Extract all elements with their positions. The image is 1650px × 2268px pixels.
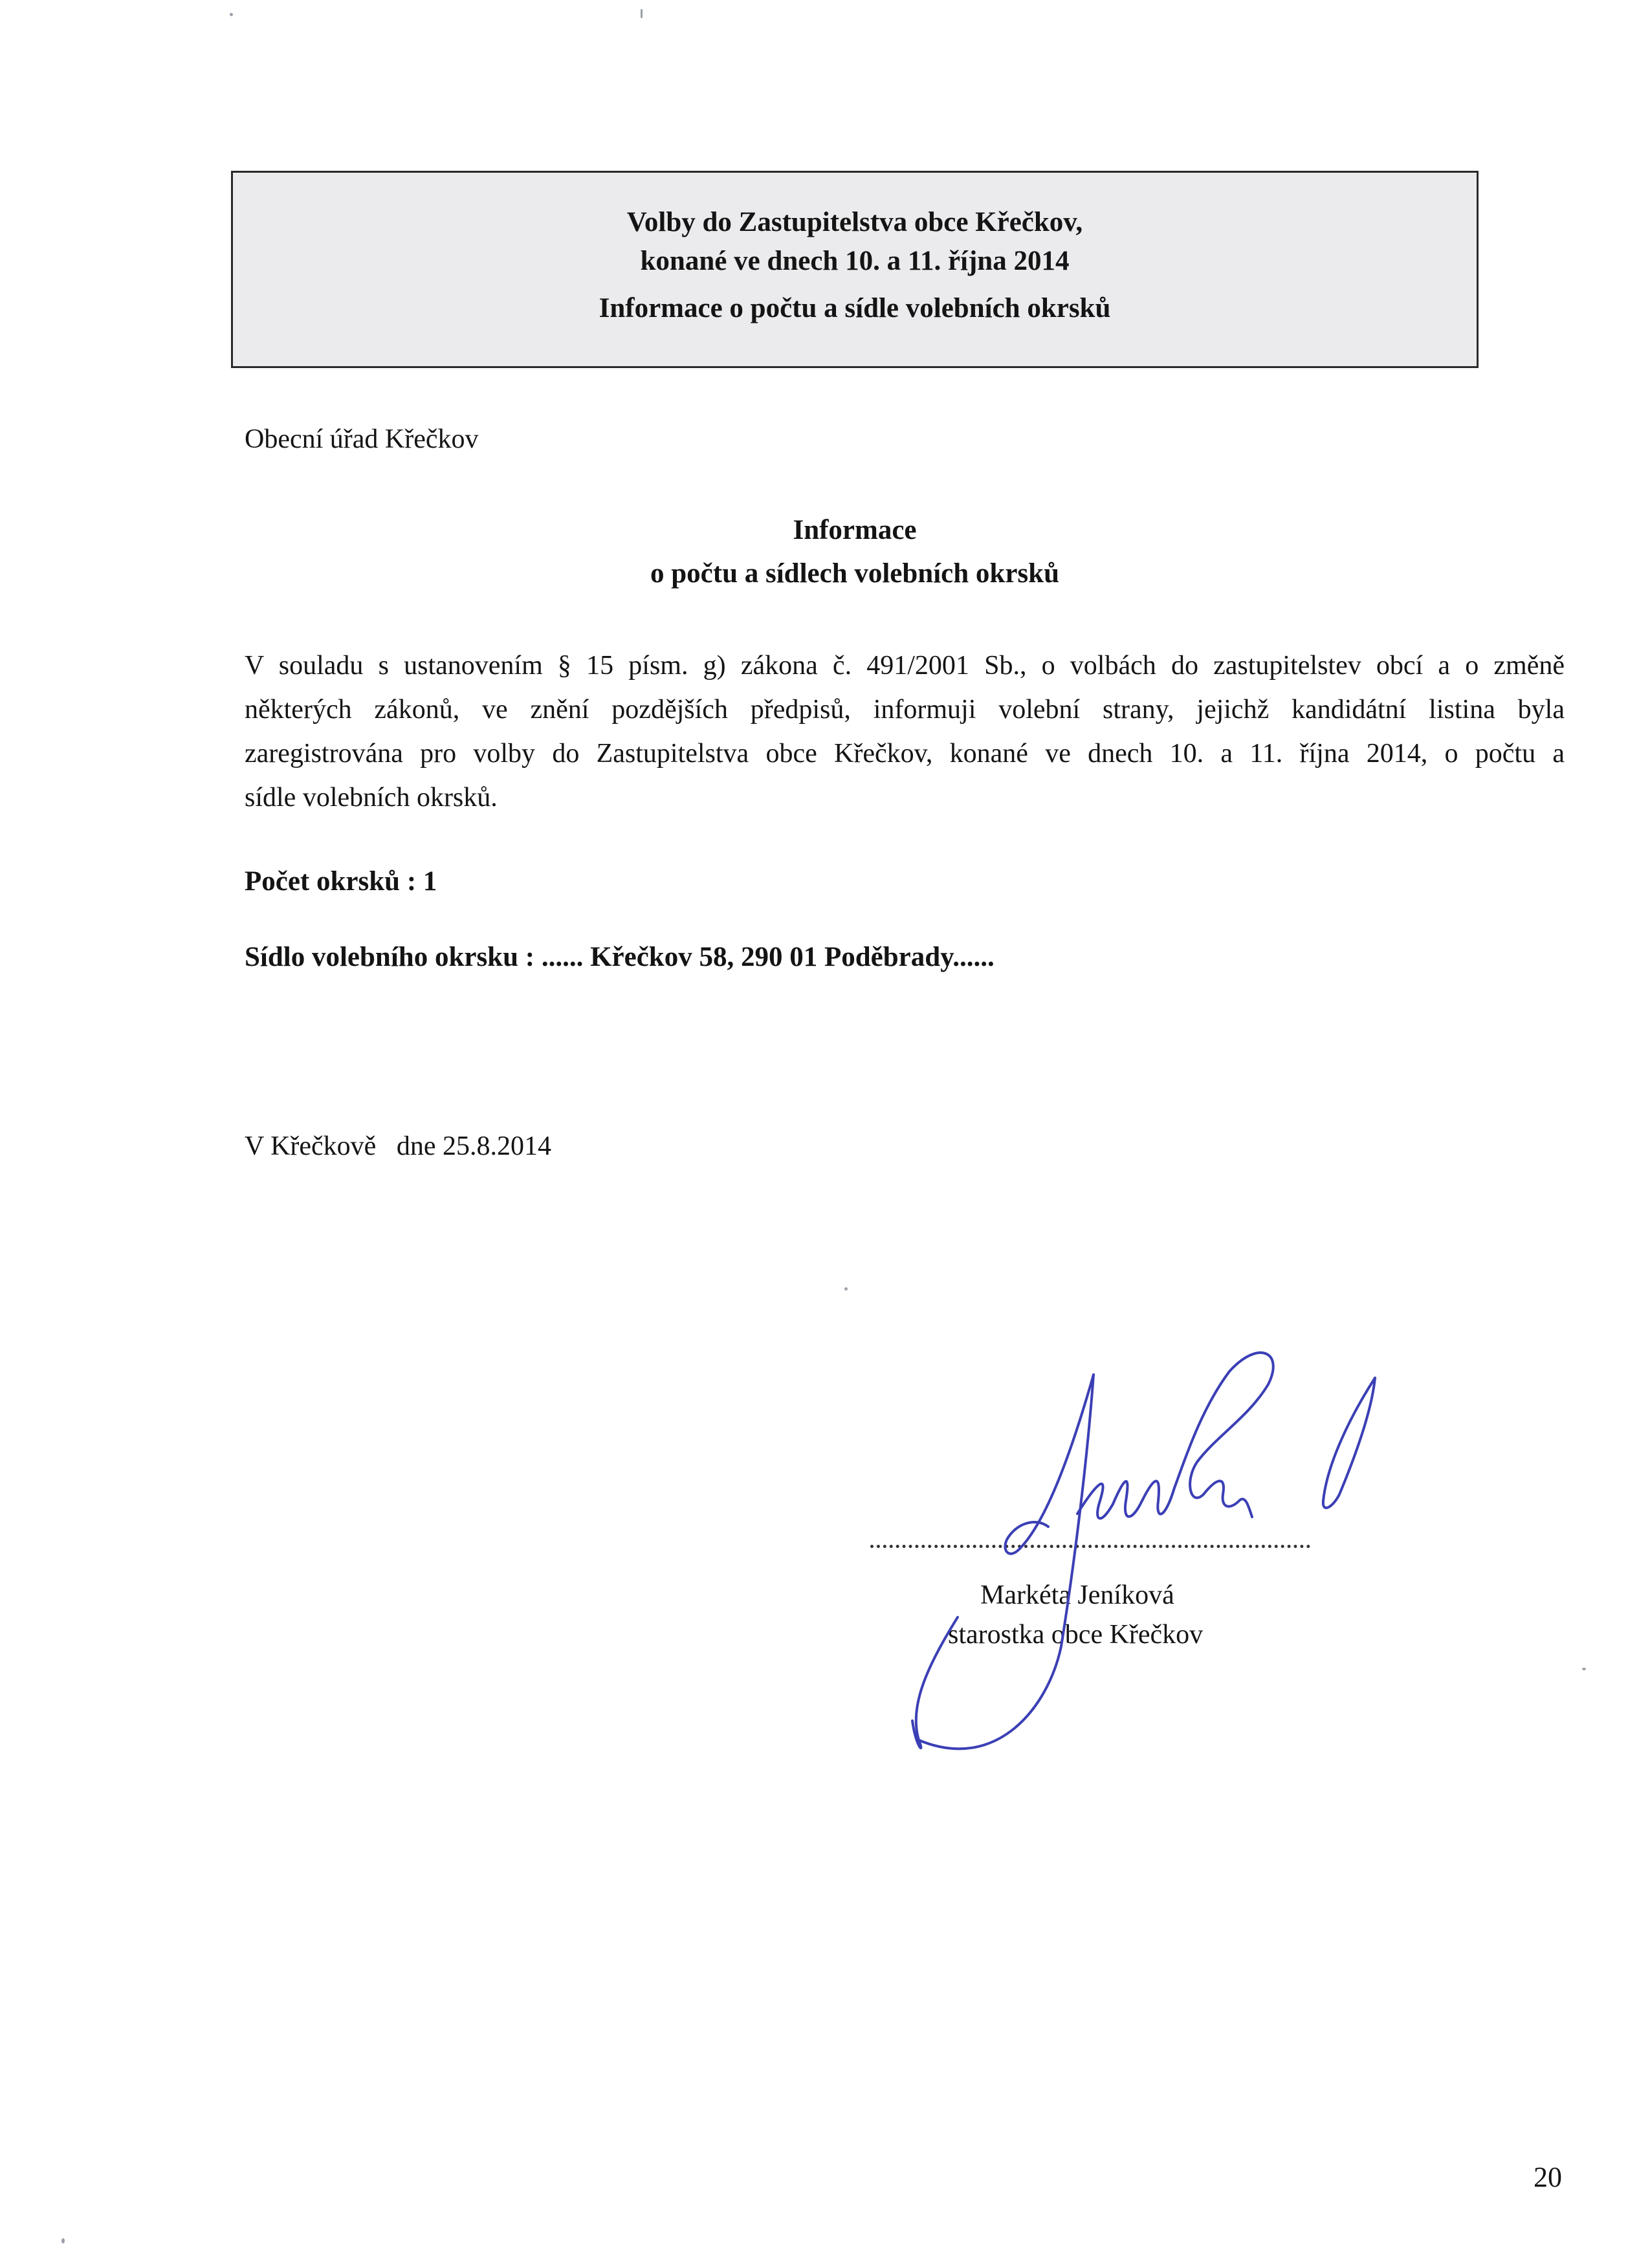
district-count-label: Počet okrsků : [245, 866, 417, 897]
document-subtitle: o počtu a sídlech volebních okrsků [650, 558, 1059, 589]
scan-speck [61, 2238, 65, 2243]
page-number: 20 [1534, 2161, 1562, 2193]
district-seat-label: Sídlo volebního okrsku : [245, 942, 535, 972]
paragraph-line-4: sídle volebních okrsků. [245, 783, 498, 812]
district-seat-value: ...... Křečkov 58, 290 01 Poděbrady...... [541, 942, 995, 972]
scan-speck [230, 13, 233, 16]
district-count [245, 866, 437, 897]
office-name: Obecní úřad Křečkov [245, 424, 479, 454]
paragraph-line-3: zaregistrována pro volby do Zastupitelstva obce Křečkov, konané ve dnech 10. a 11. října 2014, o počtu a [245, 739, 1565, 769]
district-seat [245, 941, 995, 973]
header-title-line-1: Volby do Zastupitelstva obce Křečkov, [626, 207, 1083, 237]
body-paragraph [245, 644, 1565, 820]
signatory-role: starostka obce Křečkov [948, 1620, 1204, 1650]
scan-speck [1582, 1668, 1586, 1670]
paragraph-line-1: V souladu s ustanovením § 15 písm. g) zákona č. 491/2001 Sb., o volbách do zastupitelstev obcí a o změně [245, 651, 1565, 681]
place-and-date: V Křečkově dne 25.8.2014 [245, 1131, 551, 1161]
signatory-name: Markéta Jeníková [980, 1580, 1174, 1610]
signature-line [870, 1545, 1310, 1548]
paragraph-line-2: některých zákonů, ve znění pozdějších předpisů, informuji volební strany, jejichž kandidátní listina byla [245, 695, 1565, 725]
header-title-line-2: konané ve dnech 10. a 11. října 2014 [640, 246, 1070, 276]
district-count-value: 1 [423, 866, 437, 897]
scan-speck [641, 9, 643, 18]
document-title: Informace [793, 515, 917, 545]
header-subtitle: Informace o počtu a sídle volebních okrsků [599, 293, 1111, 323]
scan-speck [844, 1287, 848, 1291]
header-box [231, 171, 1479, 368]
